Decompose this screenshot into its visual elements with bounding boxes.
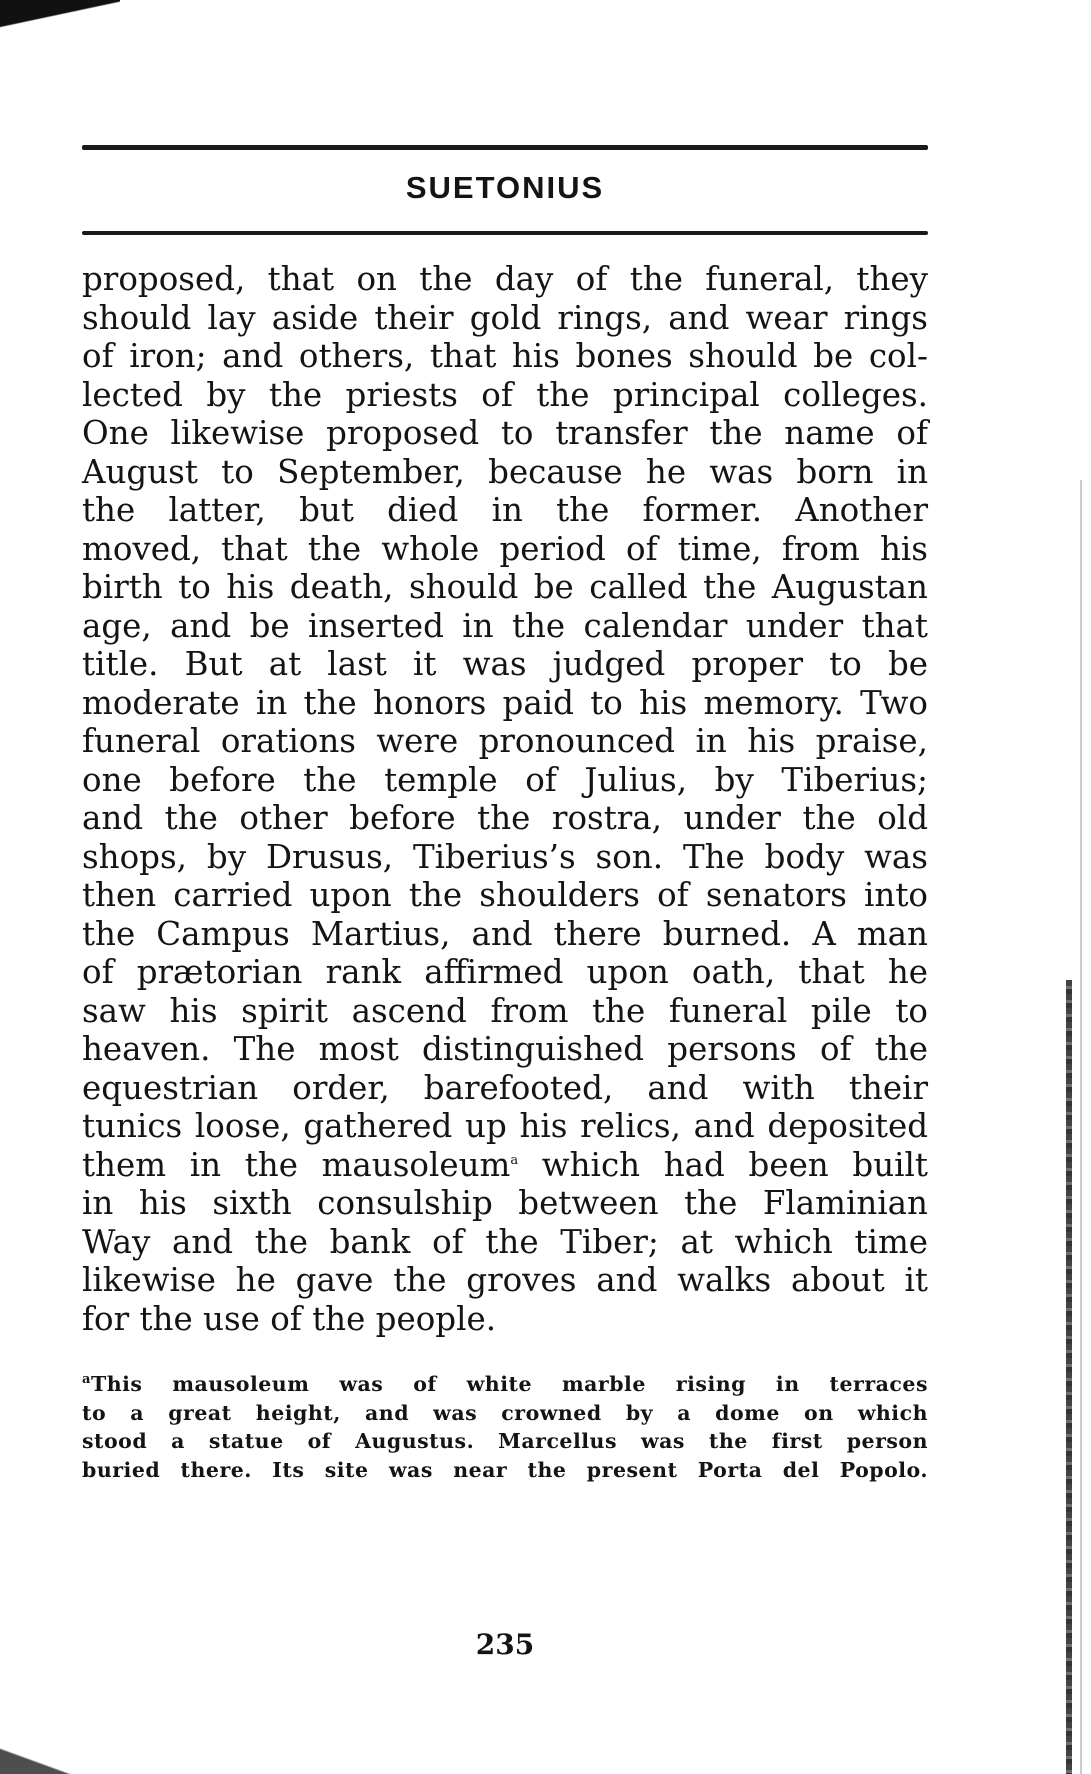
scan-corner-artifact-bottom	[0, 1745, 80, 1774]
scan-edge-artifact	[1066, 980, 1072, 1774]
text-line-with-footnote-ref	[82, 1146, 928, 1185]
body-text	[82, 260, 928, 1338]
footnote-text: This mausoleum was of white marble rising in terraces	[90, 1372, 928, 1396]
scan-edge-line	[1080, 480, 1082, 1774]
text-line: tunics loose, gathered up his relics, and deposited	[82, 1107, 928, 1145]
text-line: shops, by Drusus, Tiberius’s son. The body was	[82, 837, 928, 876]
text-line: saw his spirit ascend from the funeral pile to	[82, 991, 928, 1030]
page-number: 235	[475, 1628, 535, 1661]
text-line: and the other before the rostra, under the old	[82, 799, 928, 837]
text-line: heaven. The most distinguished persons of the	[82, 1030, 928, 1068]
text-line: age, and be inserted in the calendar under that	[82, 606, 928, 645]
text-line: One likewise proposed to transfer the name of	[82, 414, 928, 452]
running-head: SUETONIUS	[405, 170, 605, 205]
text-line: the latter, but died in the former. Another	[82, 491, 928, 529]
text-line: August to September, because he was born in	[82, 452, 928, 491]
text-line: funeral orations were pronounced in his praise,	[82, 722, 928, 760]
header-rule-top	[82, 145, 928, 150]
text-line: should lay aside their gold rings, and wear rings	[82, 298, 928, 337]
text-line: title. But at last it was judged proper to be	[82, 645, 928, 683]
text-line: lected by the priests of the principal colleges.	[82, 375, 928, 414]
footnote-marker: a	[82, 1372, 91, 1388]
footnote-line: stood a statue of Augustus. Marcellus was the first person	[82, 1429, 928, 1453]
text-line: one before the temple of Julius, by Tiberius;	[82, 760, 928, 799]
text-line: then carried upon the shoulders of senators into	[82, 876, 928, 914]
footnote-line: buried there. Its site was near the present Porta del Popolo.	[82, 1457, 928, 1482]
scan-corner-artifact	[0, 0, 120, 44]
footnote	[82, 1370, 928, 1484]
text-line: moderate in the honors paid to his memory. Two	[82, 683, 928, 722]
footnote-line	[82, 1370, 928, 1399]
text-line: likewise he gave the groves and walks about it	[82, 1261, 928, 1299]
text-line: birth to his death, should be called the Augustan	[82, 568, 928, 606]
header-rule-bottom	[82, 231, 928, 235]
text-line: Way and the bank of the Tiber; at which time	[82, 1222, 928, 1261]
text-line: equestrian order, barefooted, and with their	[82, 1068, 928, 1107]
text-line: in his sixth consulship between the Flaminian	[82, 1184, 928, 1222]
text-segment: which had been built	[518, 1145, 928, 1184]
text-line: the Campus Martius, and there burned. A man	[82, 914, 928, 953]
text-segment: them in the mausoleum	[82, 1145, 511, 1184]
text-line: of prætorian rank affirmed upon oath, that he	[82, 953, 928, 991]
text-line: moved, that the whole period of time, from his	[82, 529, 928, 568]
text-line: for the use of the people.	[82, 1299, 497, 1338]
text-line: of iron; and others, that his bones should be col-	[82, 337, 928, 375]
footnote-line: to a great height, and was crowned by a dome on which	[82, 1400, 928, 1425]
footnote-reference: a	[510, 1152, 519, 1168]
text-line: proposed, that on the day of the funeral, they	[82, 260, 928, 298]
